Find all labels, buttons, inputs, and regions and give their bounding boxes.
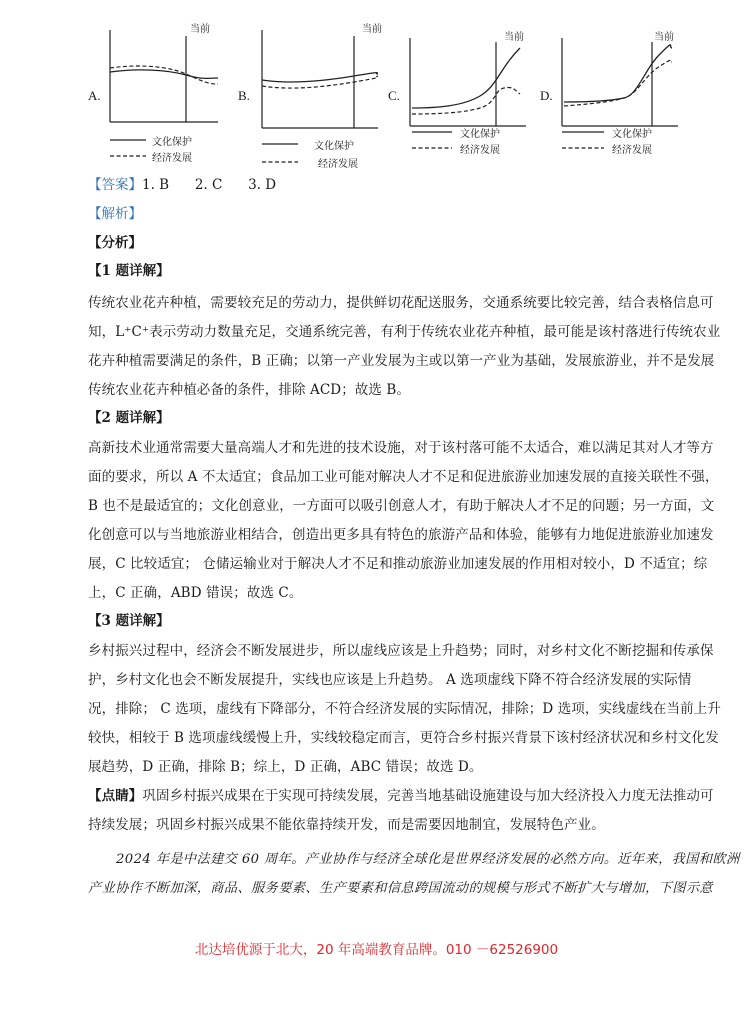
legend-economic-development: 经济发展 — [152, 153, 192, 164]
note-text-1: 巩固乡村振兴成果在于实现可持续发展，完善当地基础设施建设与加大经济投入力度无法推动可 — [142, 788, 714, 804]
q2-line-4: 化创意可以与当地旅游业相结合，创造出更多具有特色的旅游产品和体验，能够有力地促进旅游业加速发 — [88, 527, 714, 543]
legend-culture-protection: 文化保护 — [460, 129, 500, 140]
q3-line-5: 展趋势，D 正确，排除 B；综上，D 正确，ABC 错误；故选 D。 — [88, 759, 483, 775]
economic-development-curve — [564, 60, 672, 106]
option-letter: B. — [238, 88, 250, 103]
next-question-line-1: 2024 年是中法建交 60 周年。产业协作与经济全球化是世界经济发展的必然方向。近年来，我国和欧洲 — [116, 852, 740, 867]
q1-line-3: 花卉种植需要满足的条件，B 正确；以第一产业发展为主或以第一产业为基础，发展旅游业，并不是发展 — [88, 353, 715, 369]
q3-line-3: 况，排除； C 选项，虚线有下降部分，不符合经济发展的实际情况，排除；D 选项，实线虚线在当前上升 — [88, 701, 721, 717]
option-d-figure — [540, 18, 715, 168]
legend-culture-protection: 文化保护 — [314, 141, 354, 152]
q2-line-2: 面的要求，所以 A 不太适宜；食品加工业可能对解决人才不足和促进旅游业加速发展的直接关联性不强， — [88, 469, 719, 485]
current-label: 当前 — [190, 24, 210, 35]
option-c-figure — [388, 18, 563, 168]
q2-line-6: 上，C 正确，ABD 错误；故选 C。 — [88, 585, 303, 601]
culture-protection-curve — [110, 70, 218, 79]
q1-line-2: 知，L⁺C⁺表示劳动力数量充足，交通系统完善，有利于传统农业花卉种植，最可能是该村落进行传统农业 — [88, 324, 721, 340]
q2-title: 【2 题详解】 — [88, 410, 170, 426]
culture-protection-curve — [564, 45, 672, 102]
q1-line-1: 传统农业花卉种植，需要较充足的劳动力，提供鲜切花配送服务，交通系统要比较完善，结合表格信息可 — [88, 295, 714, 311]
note-line-2: 持续发展；巩固乡村振兴成果不能依靠持续开发，而是需要因地制宜，发展特色产业。 — [88, 817, 605, 833]
option-letter: C. — [388, 88, 400, 103]
legend-culture-protection: 文化保护 — [152, 137, 192, 148]
answer-line — [88, 172, 276, 198]
legend-economic-development: 经济发展 — [318, 159, 358, 170]
legend-economic-development: 经济发展 — [612, 145, 652, 156]
culture-protection-curve — [412, 48, 520, 108]
option-b-figure — [238, 18, 413, 168]
q3-line-4: 较快，相较于 B 选项虚线缓慢上升，实线较稳定而言，更符合乡村振兴背景下该村经济状况和乡村文化发 — [88, 730, 719, 746]
q3-title: 【3 题详解】 — [88, 613, 170, 629]
current-label: 当前 — [654, 32, 674, 43]
footer-promo: 北达培优源于北大，20 年高端教育品牌。010 －62526900 — [194, 942, 559, 958]
option-letter: A. — [88, 88, 101, 103]
legend-culture-protection: 文化保护 — [612, 129, 652, 140]
note-line-1 — [88, 783, 714, 809]
answer-label: 【答案】 — [88, 177, 142, 193]
analysis-label: 【解析】 — [88, 206, 142, 222]
option-a-figure — [88, 18, 263, 168]
current-label: 当前 — [362, 24, 382, 35]
current-label: 当前 — [504, 32, 524, 43]
economic-development-curve — [110, 66, 218, 84]
fenxi-label: 【分析】 — [88, 235, 142, 251]
q2-line-3: B 也不是最适宜的；文化创意业，一方面可以吸引创意人才，有助于解决人才不足的问题；另一方面，文 — [88, 498, 715, 514]
next-question-line-2: 产业协作不断加深，商品、服务要素、生产要素和信息跨国流动的规模与形式不断扩大与增加，下图示意 — [88, 881, 714, 896]
q3-line-2: 护，乡村文化也会不断发展提升，实线也应该是上升趋势。 A 选项虚线下降不符合经济发展的实际情 — [88, 672, 692, 688]
q1-line-4: 传统农业花卉种植必备的条件，排除 ACD；故选 B。 — [88, 382, 411, 398]
note-label: 【点睛】 — [88, 788, 143, 804]
q3-line-1: 乡村振兴过程中，经济会不断发展进步，所以虚线应该是上升趋势；同时，对乡村文化不断挖掘和传承保 — [88, 643, 714, 659]
answer-value: 1. B 2. C 3. D — [142, 177, 277, 193]
legend-economic-development: 经济发展 — [460, 145, 500, 156]
economic-development-curve — [412, 87, 520, 114]
q1-title: 【1 题详解】 — [88, 263, 170, 279]
q2-line-5: 展，C 比较适宜； 仓储运输业对于解决人才不足和推动旅游业加速发展的作用相对较小，D 不适宜；综 — [88, 556, 708, 572]
option-letter: D. — [540, 88, 553, 103]
q2-line-1: 高新技术业通常需要大量高端人才和先进的技术设施，对于该村落可能不太适合，难以满足其对人才等方 — [88, 440, 714, 456]
